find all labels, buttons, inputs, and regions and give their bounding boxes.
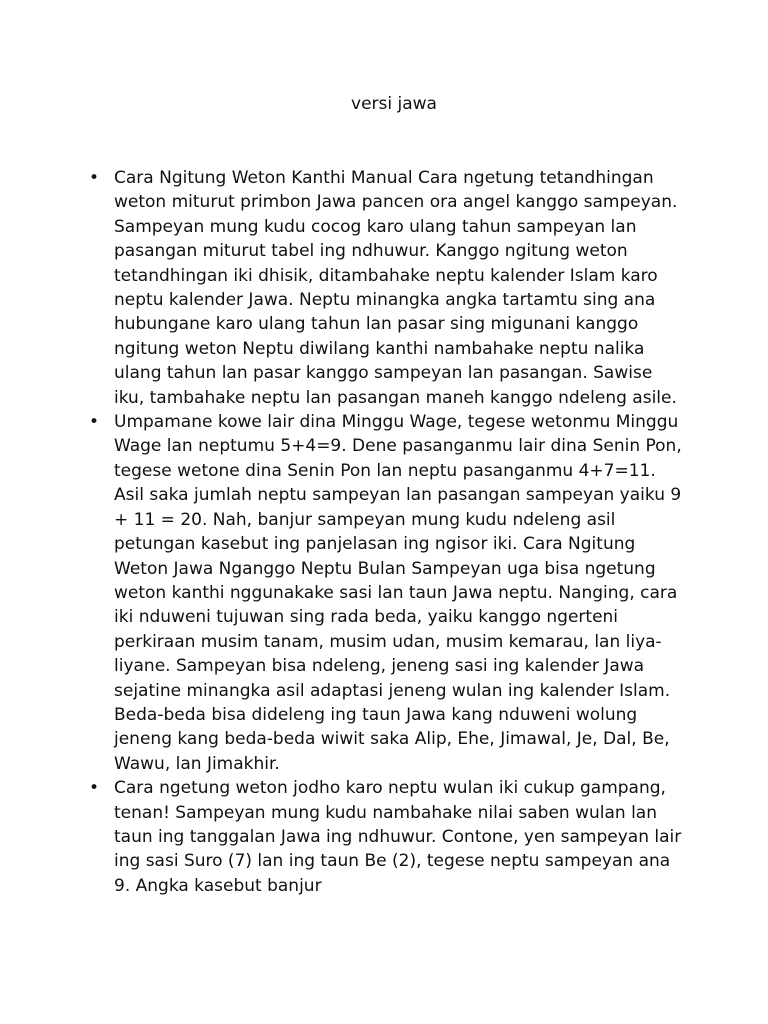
- paragraph-text: Cara ngetung weton jodho karo neptu wulan iki cukup gampang, tenan! Sampeyan mung kudu nambahake nilai saben wulan lan taun ing tanggalan Jawa ing ndhuwur. Contone, yen sampeyan lair ing sasi Suro (7) lan ing taun Be (2), tegese neptu sampeyan ana 9. Angka kasebut banjur: [114, 778, 682, 896]
- bullet-icon: •: [88, 168, 100, 188]
- paragraph-text: Cara Ngitung Weton Kanthi Manual Cara ngetung tetandhingan weton miturut primbon Jawa pancen ora angel kanggo sampeyan. Sampeyan mung kudu cocog karo ulang tahun sampeyan lan pasangan miturut tabel ing ndhuwur. Kanggo ngitung weton tetandhingan iki dhisik, ditambahake neptu kalender Islam karo neptu kalender Jawa. Neptu minangka angka tartamtu sing ana hubungane karo ulang tahun lan pasar sing migunani kanggo ngitung weton Neptu diwilang kanthi nambahake neptu nalika ulang tahun lan pasar kanggo sampeyan lan pasangan. Sawise iku, tambahake neptu lan pasangan maneh kanggo ndeleng asile.: [114, 168, 678, 408]
- paragraph-text: Umpamane kowe lair dina Minggu Wage, tegese wetonmu Minggu Wage lan neptumu 5+4=9. Dene pasanganmu lair dina Senin Pon, tegese wetone dina Senin Pon lan neptu pasanganmu 4+7=11. Asil saka jumlah neptu sampeyan lan pasangan sampeyan yaiku 9 + 11 = 20. Nah, banjur sampeyan mung kudu ndeleng asil petungan kasebut ing panjelasan ing ngisor iki. Cara Ngitung Weton Jawa Nganggo Neptu Bulan Sampeyan uga bisa ngetung weton kanthi nggunakake sasi lan taun Jawa neptu. Nanging, cara iki nduweni tujuwan sing rada beda, yaiku kanggo ngerteni perkiraan musim tanam, musim udan, musim kemarau, lan liya-liyane. Sampeyan bisa ndeleng, jeneng sasi ing kalender Jawa sejatine minangka asil adaptasi jeneng wulan ing kalender Islam. Beda-beda bisa dideleng ing taun Jawa kang nduweni wolung jeneng kang beda-beda wiwit saka Alip, Ehe, Jimawal, Je, Dal, Be, Wawu, lan Jimakhir.: [114, 412, 682, 774]
- bullet-list: [86, 166, 686, 898]
- bullet-icon: •: [88, 778, 100, 799]
- bullet-icon: •: [88, 412, 100, 433]
- list-item: [86, 410, 686, 776]
- list-item: [86, 166, 686, 410]
- document-title: versi jawa: [351, 94, 437, 114]
- list-item: [86, 776, 686, 898]
